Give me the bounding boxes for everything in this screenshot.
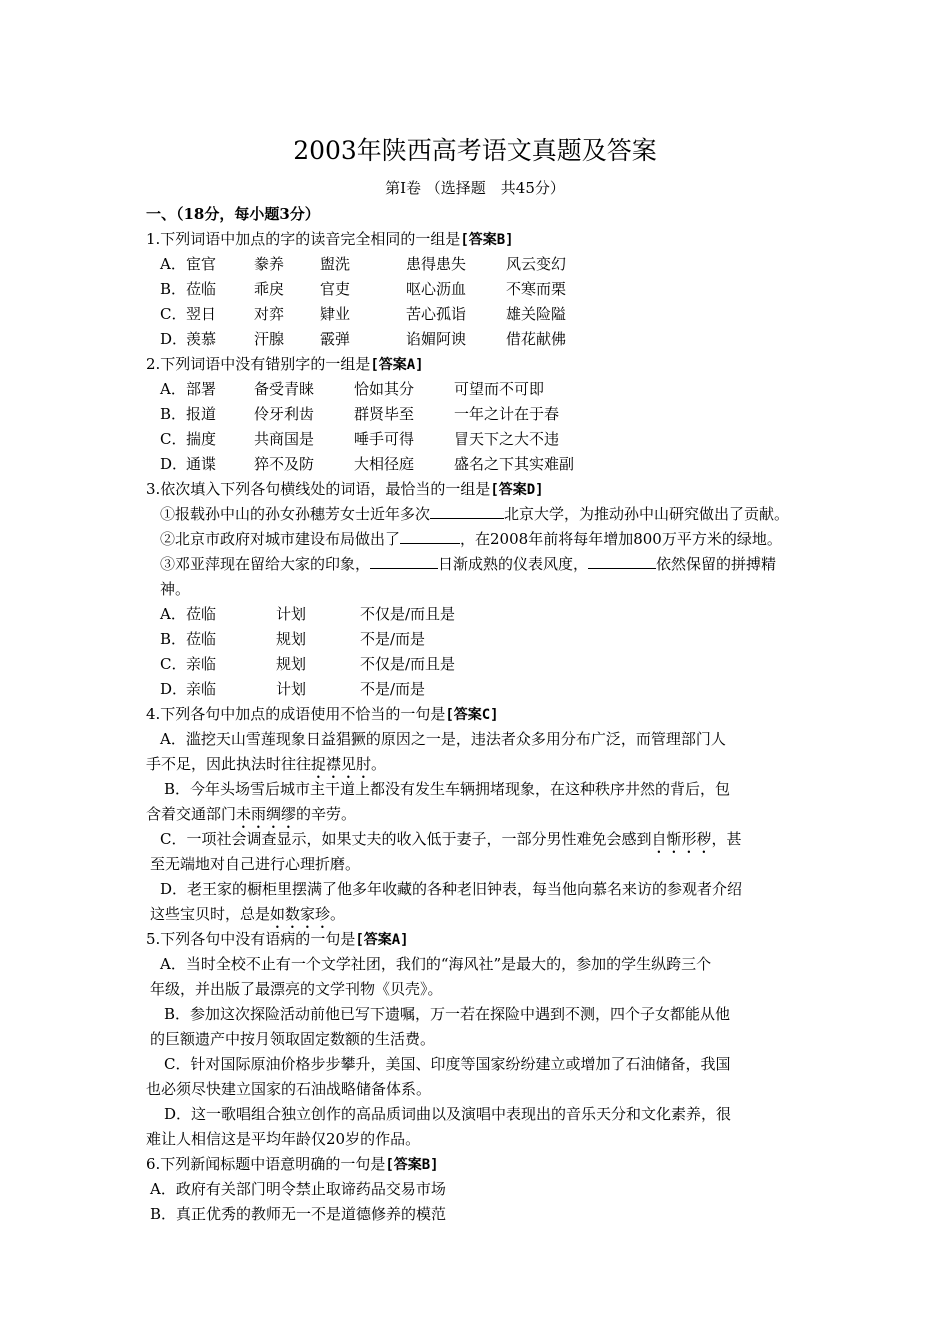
- option-word: 不仅是/而且是: [360, 655, 456, 673]
- option-word: 呕心沥血: [406, 280, 467, 298]
- section-heading: 一、（18分，每小题3分）: [146, 205, 320, 223]
- question-4-option-c: [146, 827, 846, 852]
- question-1-option-d: [146, 327, 846, 352]
- answer-label: [答案D]: [490, 482, 544, 498]
- option-word: 不是/而是: [360, 680, 426, 698]
- option-text: B．参加这次探险活动前他已写下遗嘱，万一若在探险中遇到不测，四个子女都能从他: [164, 1005, 731, 1023]
- option-word: 计划: [276, 605, 307, 623]
- fill-blank: [370, 552, 438, 569]
- answer-label: [答案B]: [385, 1157, 439, 1173]
- option-letter: C．: [160, 305, 187, 323]
- question-text: 6.下列新闻标题中语意明确的一句是: [146, 1155, 386, 1173]
- option-word: 盛名之下其实难副: [454, 455, 575, 473]
- question-3-sentence-3-cont: [146, 577, 846, 602]
- option-word: 雄关险隘: [506, 305, 567, 323]
- option-word: 亲临: [186, 680, 217, 698]
- option-letter: B．: [160, 630, 187, 648]
- option-text: 难让人相信这是平均年龄仅20岁的作品。: [146, 1130, 421, 1148]
- emphasized-idiom: 未雨绸缪: [236, 805, 297, 823]
- question-3-sentence-2: [146, 527, 846, 552]
- question-5-option-a: [146, 952, 846, 977]
- option-word: 乖戾: [254, 280, 285, 298]
- option-word: 不仅是/而且是: [360, 605, 456, 623]
- option-word: 冒天下之大不违: [454, 430, 560, 448]
- option-text: 。: [330, 905, 346, 923]
- question-5-stem: [146, 927, 846, 952]
- page-title: 2003年陕西高考语文真题及答案: [293, 136, 657, 165]
- question-2-option-a: [146, 377, 846, 402]
- question-4-option-d: [146, 877, 846, 902]
- answer-label: [答案A]: [355, 932, 409, 948]
- question-4-option-b: [146, 777, 846, 802]
- sentence-text: ，在2008年前将每年增加800万平方米的绿地。: [460, 530, 782, 548]
- question-5-option-c-cont: [146, 1077, 846, 1102]
- option-word: 群贤毕至: [354, 405, 415, 423]
- question-2-option-c: [146, 427, 846, 452]
- fill-blank: [430, 502, 504, 519]
- option-word: 莅临: [186, 605, 217, 623]
- option-letter: A．: [160, 380, 186, 398]
- fill-blank: [400, 527, 460, 544]
- option-text: C．针对国际原油价格步步攀升，美国、印度等国家纷纷建立或增加了石油储备，我国: [164, 1055, 731, 1073]
- question-2-option-b: [146, 402, 846, 427]
- sentence-text: 北京大学，为推动孙中山研究做出了贡献。: [504, 505, 790, 523]
- question-text: 2.下列词语中没有错别字的一组是: [146, 355, 371, 373]
- option-word: 风云变幻: [506, 255, 567, 273]
- sentence-text: ①报载孙中山的孙女孙穗芳女士近年多次: [160, 505, 431, 523]
- option-word: 亲临: [186, 655, 217, 673]
- question-5-option-b-cont: [146, 1027, 846, 1052]
- option-letter: B．: [160, 280, 187, 298]
- question-3-option-a: [146, 602, 846, 627]
- option-letter: A．: [160, 255, 186, 273]
- answer-label: [答案A]: [370, 357, 424, 373]
- option-word: 揣度: [186, 430, 217, 448]
- question-3-sentence-3: [146, 552, 846, 577]
- option-text: A．当时全校不止有一个文学社团，我们的“海风社”是最大的，参加的学生纵跨三个: [160, 955, 712, 973]
- question-5-option-d-cont: [146, 1127, 846, 1152]
- option-word: 羡慕: [186, 330, 217, 348]
- question-6-option-b: [146, 1202, 846, 1227]
- question-text: 3.依次填入下列各句横线处的词语，最恰当的一组是: [146, 480, 491, 498]
- option-text: D．这一歌唱组合独立创作的高品质词曲以及演唱中表现出的音乐天分和文化素养，很: [164, 1105, 732, 1123]
- question-1-option-b: [146, 277, 846, 302]
- option-word: 谄媚阿谀: [406, 330, 467, 348]
- option-word: 部署: [186, 380, 217, 398]
- option-word: 翌日: [186, 305, 217, 323]
- option-word: 共商国是: [254, 430, 315, 448]
- question-6-option-a: [146, 1177, 846, 1202]
- question-4-option-b-cont: [146, 802, 846, 827]
- option-word: 猝不及防: [254, 455, 315, 473]
- option-text: B．今年头场雪后城市主干道上都没有发生车辆拥堵现象，在这种秩序井然的背后，包: [164, 780, 731, 798]
- sentence-text: ②北京市政府对城市建设布局做出了: [160, 530, 401, 548]
- option-word: 规划: [276, 655, 307, 673]
- option-word: 大相径庭: [354, 455, 415, 473]
- question-text: 4.下列各句中加点的成语使用不恰当的一句是: [146, 705, 446, 723]
- option-word: 盥洗: [320, 255, 351, 273]
- option-letter: D．: [160, 680, 188, 698]
- question-4-option-a-cont: [146, 752, 846, 777]
- answer-label: [答案C]: [445, 707, 499, 723]
- question-4-stem: [146, 702, 846, 727]
- question-3-option-b: [146, 627, 846, 652]
- option-word: 可望而不可即: [454, 380, 545, 398]
- option-word: 患得患失: [406, 255, 467, 273]
- option-text: 。: [371, 755, 387, 773]
- option-text: B．真正优秀的教师无一不是道德修养的模范: [150, 1205, 447, 1223]
- option-word: 恰如其分: [354, 380, 415, 398]
- option-word: 通谍: [186, 455, 217, 473]
- option-word: 豢养: [254, 255, 285, 273]
- option-word: 备受青睐: [254, 380, 315, 398]
- emphasized-idiom: 捉襟见肘: [311, 755, 372, 773]
- question-5-option-b: [146, 1002, 846, 1027]
- option-word: 一年之计在于春: [454, 405, 560, 423]
- option-word: 唾手可得: [354, 430, 415, 448]
- option-word: 莅临: [186, 630, 217, 648]
- option-text: C．一项社会调查显示，如果丈夫的收入低于妻子，一部分男性难免会感到: [160, 830, 652, 848]
- option-word: 计划: [276, 680, 307, 698]
- option-text: 至无端地对自己进行心理折磨。: [150, 855, 361, 873]
- question-4-option-d-cont: [146, 902, 846, 927]
- option-text: 也必须尽快建立国家的石油战略储备体系。: [146, 1080, 432, 1098]
- option-text: 这些宝贝时，总是: [150, 905, 271, 923]
- question-6-stem: [146, 1152, 846, 1177]
- question-4-option-c-cont: [146, 852, 846, 877]
- option-text: 手不足，因此执法时往往: [146, 755, 312, 773]
- option-text: D．老王家的橱柜里摆满了他多年收藏的各种老旧钟表，每当他向慕名来访的参观者介绍: [160, 880, 743, 898]
- option-word: 规划: [276, 630, 307, 648]
- question-5-option-a-cont: [146, 977, 846, 1002]
- option-word: 霰弹: [320, 330, 351, 348]
- option-word: 不是/而是: [360, 630, 426, 648]
- sentence-text: 神。: [160, 580, 191, 598]
- emphasized-idiom: 如数家珍: [270, 905, 331, 923]
- option-word: 宦官: [186, 255, 217, 273]
- answer-label: [答案B]: [460, 232, 514, 248]
- question-3-stem: [146, 477, 846, 502]
- question-1-option-a: [146, 252, 846, 277]
- sentence-text: ③邓亚萍现在留给大家的印象，: [160, 555, 371, 573]
- option-text: 年级，并出版了最漂亮的文学刊物《贝壳》。: [150, 980, 443, 998]
- sentence-text: 依然保留的拼搏精: [656, 555, 777, 573]
- option-word: 报道: [186, 405, 217, 423]
- option-word: 对弈: [254, 305, 285, 323]
- option-letter: A．: [160, 605, 186, 623]
- emphasized-idiom: 自惭形秽: [651, 830, 712, 848]
- option-word: 肄业: [320, 305, 351, 323]
- page-subtitle: 第Ⅰ卷 （选择题 共45分）: [385, 179, 565, 197]
- question-3-option-c: [146, 652, 846, 677]
- option-word: 不寒而栗: [506, 280, 567, 298]
- option-word: 借花献佛: [506, 330, 567, 348]
- question-1-stem: [146, 227, 846, 252]
- option-text: 的巨额遗产中按月领取固定数额的生活费。: [150, 1030, 436, 1048]
- option-text: ，甚: [711, 830, 742, 848]
- question-text: 1.下列词语中加点的字的读音完全相同的一组是: [146, 230, 461, 248]
- question-2-option-d: [146, 452, 846, 477]
- option-text: 的辛劳。: [296, 805, 357, 823]
- option-letter: D．: [160, 330, 188, 348]
- option-text: A．政府有关部门明令禁止取谛药品交易市场: [150, 1180, 446, 1198]
- option-word: 汗腺: [254, 330, 285, 348]
- question-4-option-a: [146, 727, 846, 752]
- question-text: 5.下列各句中没有语病的一句是: [146, 930, 356, 948]
- question-2-stem: [146, 352, 846, 377]
- option-letter: D．: [160, 455, 188, 473]
- option-letter: C．: [160, 655, 187, 673]
- question-3-option-d: [146, 677, 846, 702]
- option-text: 含着交通部门: [146, 805, 237, 823]
- fill-blank: [588, 552, 656, 569]
- question-3-sentence-1: [146, 502, 846, 527]
- document-body: [146, 202, 846, 1227]
- sentence-text: 日渐成熟的仪表风度，: [438, 555, 589, 573]
- question-5-option-d: [146, 1102, 846, 1127]
- option-text: A．滥挖天山雪莲现象日益猖獗的原因之一是，违法者众多用分布广泛，而管理部门人: [160, 730, 726, 748]
- option-letter: C．: [160, 430, 187, 448]
- option-word: 苦心孤诣: [406, 305, 467, 323]
- question-5-option-c: [146, 1052, 846, 1077]
- option-letter: B．: [160, 405, 187, 423]
- option-word: 官吏: [320, 280, 351, 298]
- option-word: 伶牙利齿: [254, 405, 315, 423]
- option-word: 莅临: [186, 280, 217, 298]
- question-1-option-c: [146, 302, 846, 327]
